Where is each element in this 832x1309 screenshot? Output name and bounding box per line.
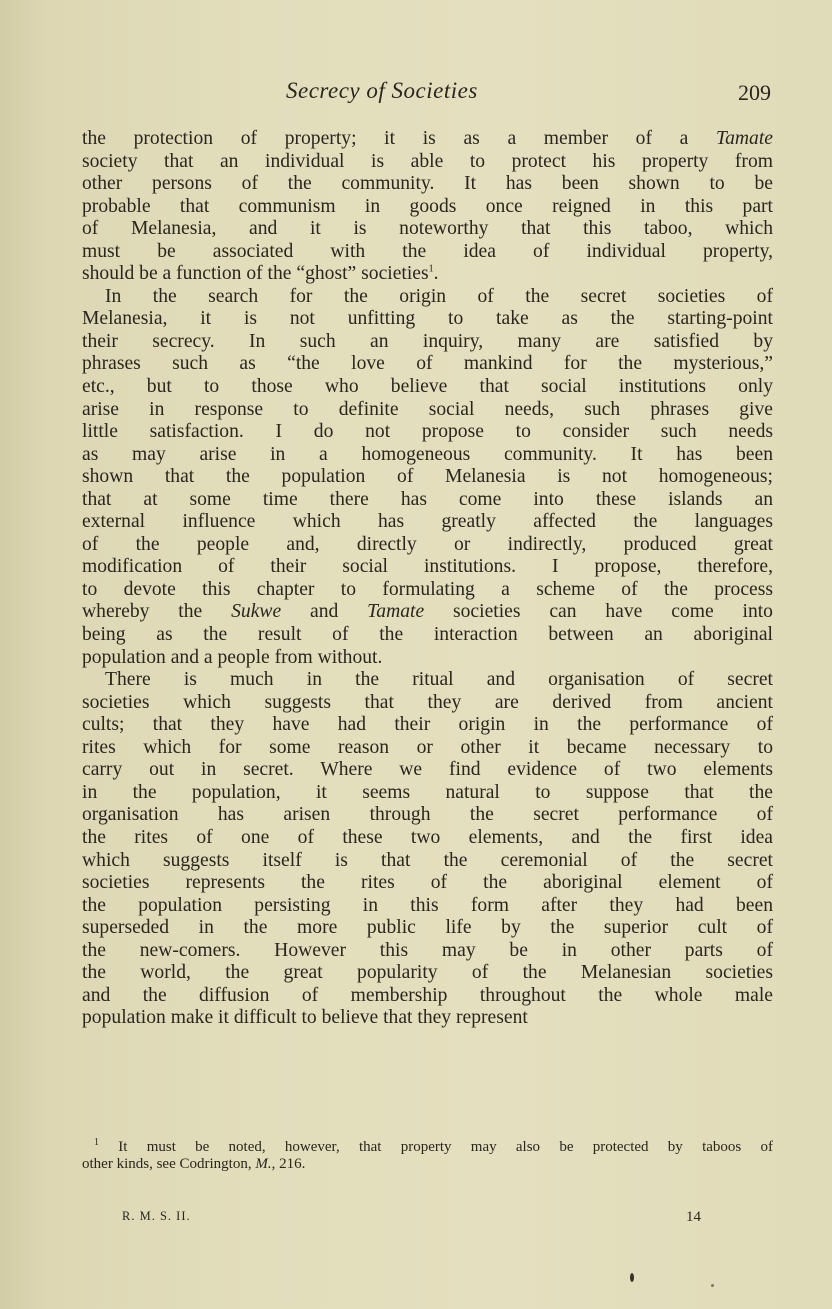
paragraph	[82, 669, 773, 1030]
text-line: must be associated with the idea of individual property,	[82, 240, 773, 262]
text-line: other persons of the community. It has been shown to be	[82, 173, 773, 195]
text-line: should be a function of the “ghost” societies$^1$.	[82, 263, 439, 285]
footnote-text-3: , 216.	[271, 1155, 306, 1172]
text-line: arise in response to definite social needs, such phrases give	[82, 398, 773, 420]
text-line: population make it difficult to believe that they represent	[82, 1007, 528, 1029]
text-line: of the people and, directly or indirectly, produced great	[82, 533, 773, 555]
page-number: 209	[738, 80, 771, 105]
ink-speck	[630, 1273, 634, 1282]
footnote-line-1	[82, 1139, 773, 1156]
text-line: superseded in the more public life by the superior cult of	[82, 917, 773, 939]
paragraph	[82, 286, 773, 669]
body-text	[82, 128, 773, 1030]
text-line: little satisfaction. I do not propose to consider such needs	[82, 421, 773, 443]
text-line: the protection of property; it is as a member of a Tamate	[82, 128, 773, 149]
running-head-title: Secrecy of Societies	[286, 78, 478, 103]
signature-mark: R. M. S. II.	[122, 1209, 191, 1223]
text-line: phrases such as “the love of mankind for the mysterious,”	[82, 353, 773, 375]
text-line: in the population, it seems natural to suppose that the	[82, 781, 773, 803]
text-line: being as the result of the interaction between an aboriginal	[82, 624, 773, 646]
footnote-italic-ref: M.	[255, 1155, 272, 1172]
ink-speck	[711, 1284, 714, 1287]
text-line: shown that the population of Melanesia is not homogeneous;	[82, 466, 773, 488]
text-line: as may arise in a homogeneous community. It has been	[82, 443, 773, 465]
text-line: carry out in secret. Where we find evidence of two elements	[82, 759, 773, 781]
text-line: whereby the Sukwe and Tamate societies can have come into	[82, 601, 773, 623]
text-line: societies which suggests that they are derived from ancient	[82, 691, 773, 713]
text-line: to devote this chapter to formulating a scheme of the process	[82, 578, 773, 600]
text-line: etc., but to those who believe that social institutions only	[82, 376, 773, 398]
text-line: of Melanesia, and it is noteworthy that this taboo, which	[82, 218, 773, 240]
text-line: cults; that they have had their origin in the performance of	[82, 714, 773, 736]
text-line: rites which for some reason or other it became necessary to	[82, 736, 773, 758]
text-line: In the search for the origin of the secret societies of	[105, 285, 773, 307]
text-line: societies represents the rites of the aboriginal element of	[82, 872, 773, 894]
text-line: their secrecy. In such an inquiry, many are satisfied by	[82, 330, 773, 352]
sheet-number: 14	[686, 1209, 701, 1225]
footnote-text-1: It must be noted, however, that property may also be protected by taboos of	[118, 1139, 773, 1155]
text-line: modification of their social institutions. I propose, therefore,	[82, 556, 773, 578]
text-line: probable that communism in goods once reigned in this part	[82, 195, 773, 217]
running-head	[286, 78, 771, 112]
text-line: population and a people from without.	[82, 646, 383, 668]
text-line: the rites of one of these two elements, and the first idea	[82, 826, 773, 848]
paragraph	[82, 128, 773, 286]
footnote-line-2	[82, 1156, 773, 1173]
text-line: organisation has arisen through the secret performance of	[82, 804, 773, 826]
text-line: the new-comers. However this may be in other parts of	[82, 939, 773, 961]
text-line: There is much in the ritual and organisation of secret	[105, 669, 773, 691]
text-line: which suggests itself is that the ceremonial of the secret	[82, 849, 773, 871]
footnote-text-2: other kinds, see Codrington,	[82, 1155, 256, 1172]
footnote-marker: 1	[94, 1137, 99, 1148]
text-line: the world, the great popularity of the Melanesian societies	[82, 962, 773, 984]
text-line: external influence which has greatly affected the languages	[82, 511, 773, 533]
text-line: society that an individual is able to protect his property from	[82, 150, 773, 172]
text-line: Melanesia, it is not unfitting to take as the starting-point	[82, 308, 773, 330]
text-line: the population persisting in this form after they had been	[82, 894, 773, 916]
text-line: and the diffusion of membership throughout the whole male	[82, 984, 773, 1006]
text-line: that at some time there has come into these islands an	[82, 488, 773, 510]
footnote	[82, 1139, 773, 1172]
